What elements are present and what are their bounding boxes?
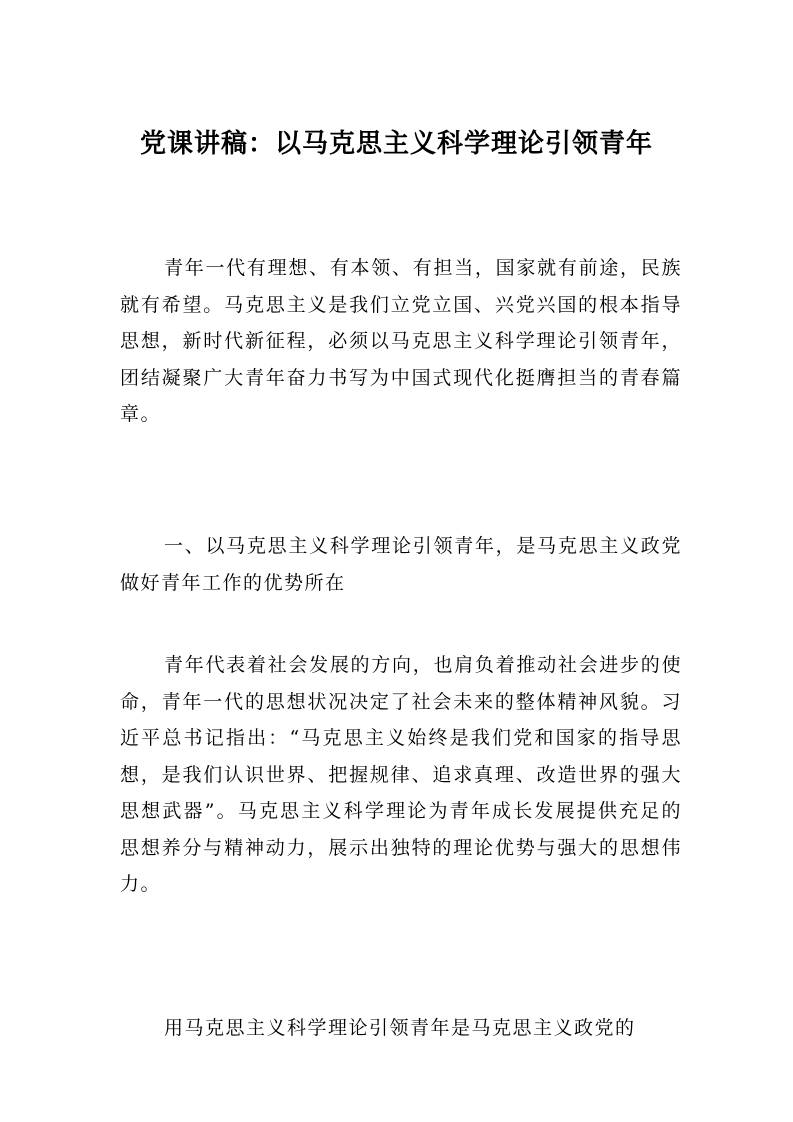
paragraph-body-2: 用马克思主义科学理论引领青年是马克思主义政党的 [164, 1017, 636, 1039]
paragraph-intro: 青年一代有理想、有本领、有担当，国家就有前途，民族就有希望。马克思主义是我们立党立国、兴党兴国的根本指导思想，新时代新征程，必须以马克思主义科学理论引领青年，团结凝聚广大青年奋力书写为中国式现代化挺膺担当的青春篇章。 [120, 257, 682, 425]
paragraph-body-1: 青年代表着社会发展的方向，也肩负着推动社会进步的使命，青年一代的思想状况决定了社会未来的整体精神风貌。习近平总书记指出：“马克思主义始终是我们党和国家的指导思想，是我们认识世界、把握规律、追求真理、改造世界的强大思想武器”。马克思主义科学理论为青年成长发展提供充足的思想养分与精神动力，展示出独特的理论优势与强大的思想伟力。 [120, 654, 682, 895]
document-title: 党课讲稿：以马克思主义科学理论引领青年 [139, 129, 653, 159]
section-heading-1: 一、以马克思主义科学理论引领青年，是马克思主义政党做好青年工作的优势所在 [120, 535, 682, 594]
